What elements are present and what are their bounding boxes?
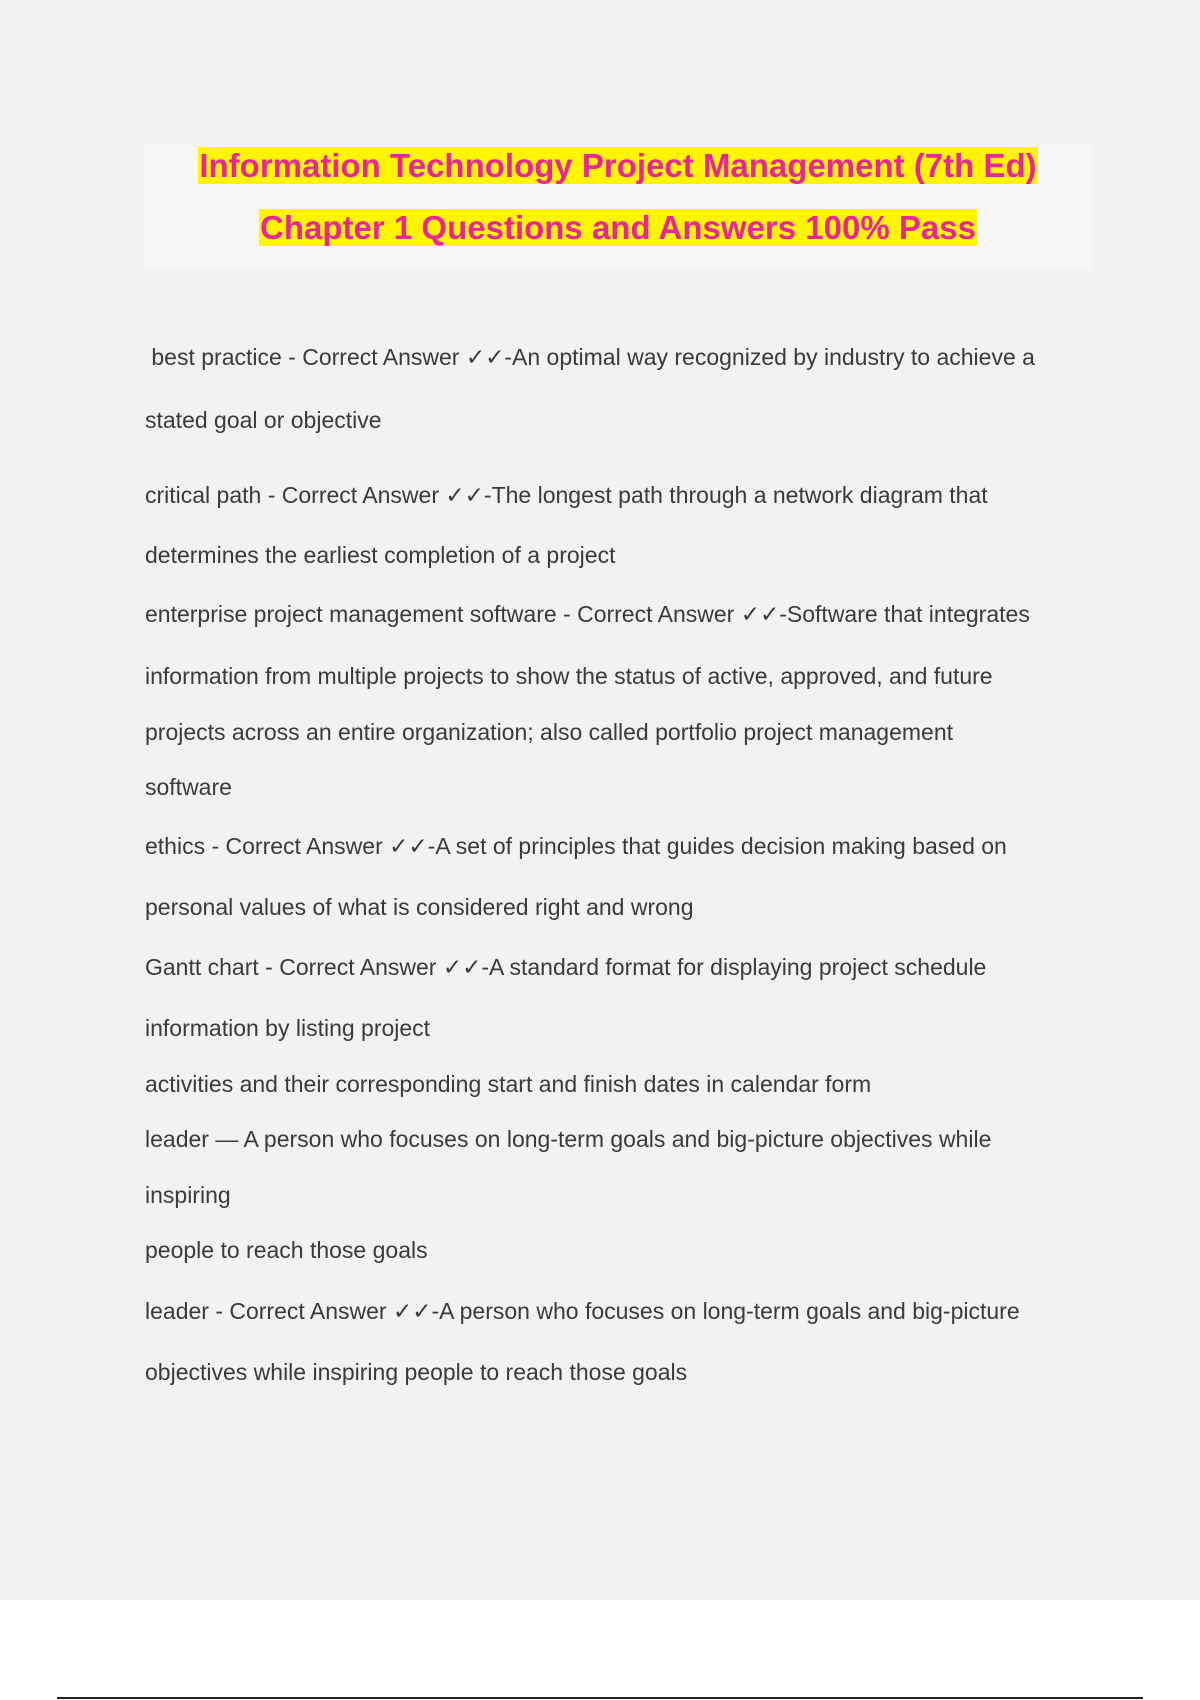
text-line: leader — A person who focuses on long-term goals and big-picture objectives while xyxy=(145,1126,992,1152)
text-line: information by listing project xyxy=(145,1015,431,1041)
text-line: activities and their corresponding start and finish dates in calendar form xyxy=(145,1071,872,1097)
text-line: Gantt chart - Correct Answer ✓✓-A standard format for displaying project schedule xyxy=(145,954,987,980)
text-line: best practice - Correct Answer ✓✓-An optimal way recognized by industry to achieve a xyxy=(145,344,1035,370)
text-line: stated goal or objective xyxy=(145,407,382,433)
text-line: projects across an entire organization; also called portfolio project management xyxy=(145,719,953,745)
text-line: ethics - Correct Answer ✓✓-A set of principles that guides decision making based on xyxy=(145,833,1007,859)
text-line: enterprise project management software - Correct Answer ✓✓-Software that integrates xyxy=(145,601,1030,627)
text-line: leader - Correct Answer ✓✓-A person who focuses on long-term goals and big-picture xyxy=(145,1298,1020,1324)
text-line: information from multiple projects to show the status of active, approved, and future xyxy=(145,663,993,689)
text-line: objectives while inspiring people to reach those goals xyxy=(145,1359,688,1385)
text-line: personal values of what is considered right and wrong xyxy=(145,894,694,920)
text-line: critical path - Correct Answer ✓✓-The longest path through a network diagram that xyxy=(145,482,988,508)
title-highlight: Chapter 1 Questions and Answers 100% Pass xyxy=(260,209,976,246)
text-line: software xyxy=(145,774,232,800)
footer-rule xyxy=(57,1697,1143,1699)
document-title-line-1 xyxy=(144,146,1092,186)
text-line: inspiring xyxy=(145,1182,231,1208)
text-line: determines the earliest completion of a project xyxy=(145,542,616,568)
title-highlight: Information Technology Project Management (7th Ed) xyxy=(199,147,1037,184)
document-title-line-2 xyxy=(144,208,1092,248)
text-line: people to reach those goals xyxy=(145,1237,428,1263)
